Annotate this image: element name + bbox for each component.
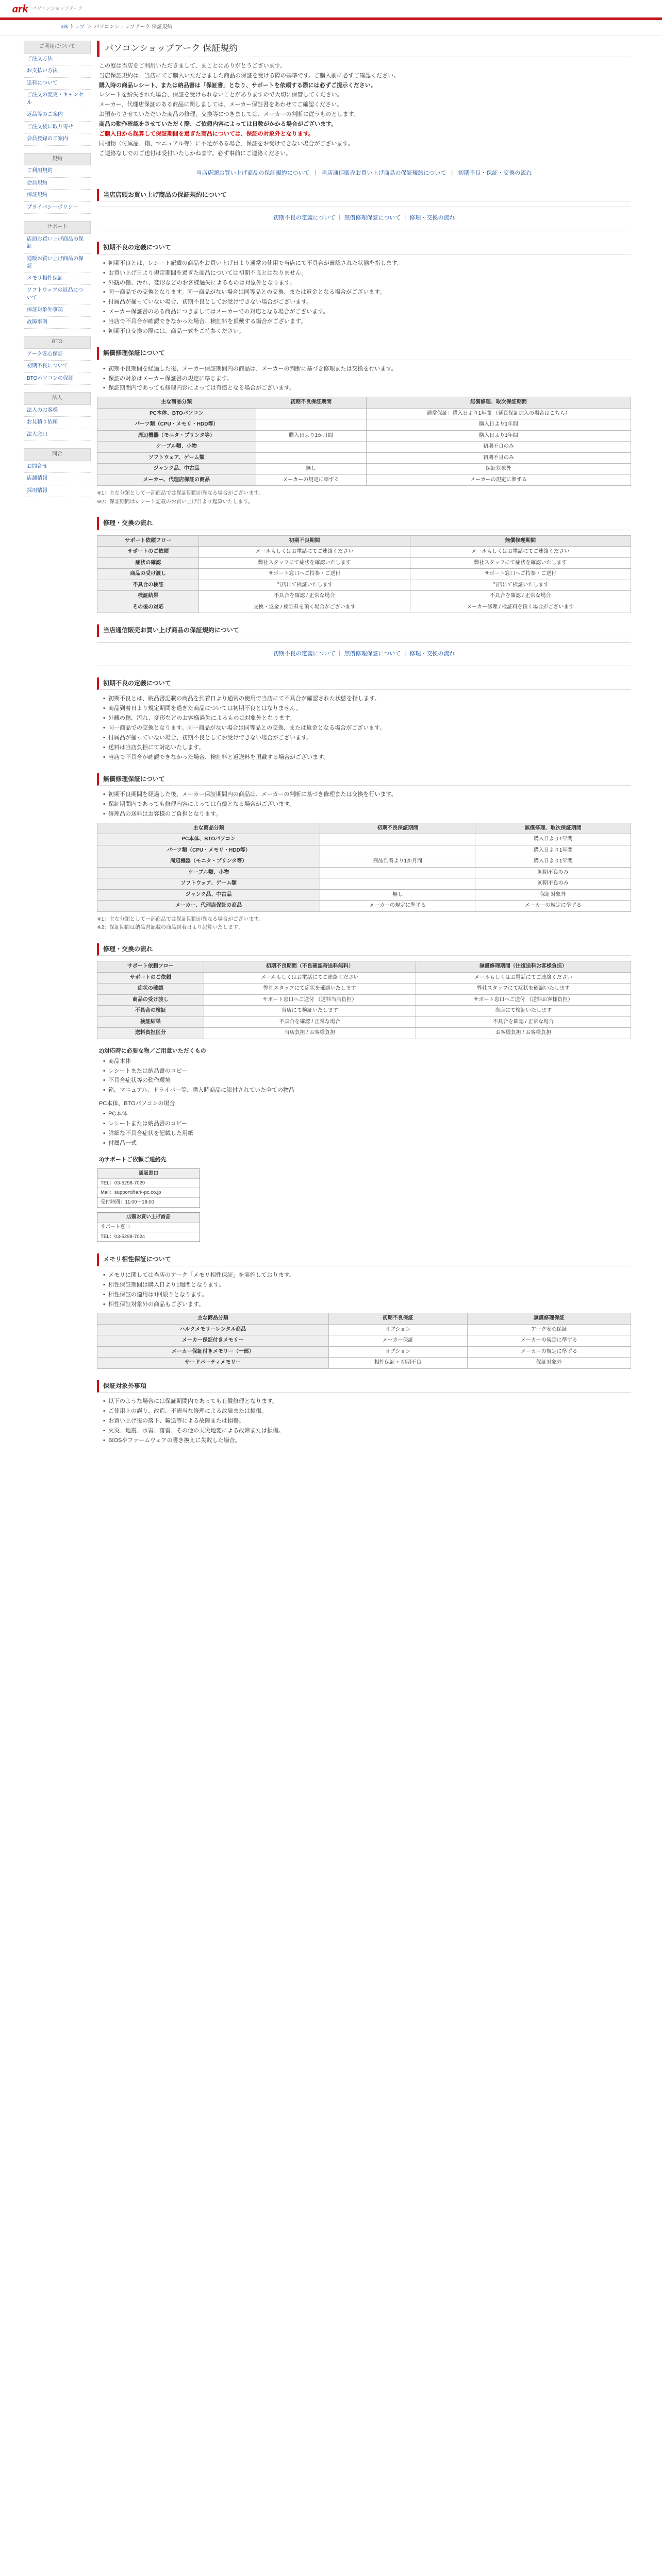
memory-table: [97, 1313, 631, 1369]
breadcrumb-current: パソコンショップアーク 保証規約: [94, 24, 173, 30]
table-cell: サポート窓口へご持参・ご送付: [410, 569, 631, 580]
required-title: 2)対応時に必要な物／ご用意いただくもの: [99, 1047, 206, 1054]
table-cell: 商品の受け渡し: [97, 994, 204, 1006]
anchor-link[interactable]: 修理・交換の流れ: [409, 650, 455, 657]
table-cell: メーカーの規定に準ずる: [475, 901, 631, 912]
table-cell: ケーブル類、小物: [97, 442, 256, 453]
intro-paragraph: お預かりさせていただいた商品の修理、交換等につきましては、メーカーの判断に従うものとします。: [99, 111, 359, 118]
sidebar-link[interactable]: ご注文方法: [24, 54, 91, 66]
table-cell: 送料負担区分: [97, 1028, 204, 1039]
bto-title: PC本体、BTOパソコンの場合: [99, 1100, 175, 1107]
table-header: 無償修理期間（往復送料お客様負担）: [416, 961, 631, 973]
list-item: • 付属品が揃っていない場合、初期不良としてお受けできない場合がございます。: [103, 298, 631, 307]
top-header: [0, 0, 662, 18]
list-item: • 初期不良期間を経過した後、メーカー保証期間内の商品は、メーカーの判断に基づき修理または交換を行います。: [103, 791, 631, 799]
warranty2-list: [103, 791, 631, 819]
table-cell: [256, 452, 366, 464]
table-cell: [256, 408, 366, 419]
table-cell: メールもしくはお電話にてご連絡ください: [416, 972, 631, 984]
sidebar-link[interactable]: 故障事例: [24, 317, 91, 329]
list-item: • 初期不良交換の際には、商品一式をご持参ください。: [103, 328, 631, 336]
table-cell: 不具合の検証: [97, 1006, 204, 1017]
table-cell: 初期不良のみ: [475, 878, 631, 890]
list-item: • お買い上げ日より規定期間を過ぎた商品については初期不良とはなりません。: [103, 269, 631, 278]
table-cell: 購入日より1か月間: [256, 430, 366, 442]
table-cell: オプション: [328, 1346, 467, 1358]
table-row: [97, 1346, 631, 1358]
table-cell: メーカー保証付きメモリー（一部）: [97, 1346, 329, 1358]
table-cell: 無し: [320, 889, 475, 901]
table-cell: メーカー修理 / 検証料を頂く場合がございます: [410, 602, 631, 613]
sidebar-link[interactable]: お問合せ: [24, 461, 91, 473]
sidebar-link[interactable]: お支払い方法: [24, 65, 91, 78]
table-header: 無償修理保証: [467, 1313, 631, 1325]
table-row: [97, 580, 631, 591]
table-cell: PC本体、BTOパソコン: [97, 834, 320, 845]
contact-box-2: [97, 1212, 200, 1242]
table-cell: 交換・返金 / 検証料を頂く場合がございます: [199, 602, 410, 613]
table-cell: 弊社スタッフにて症状を確認いたします: [410, 557, 631, 569]
table-header: 主な商品分類: [97, 823, 320, 834]
section-mail-title: 当店通信販売お買い上げ商品の保証規約について: [97, 624, 631, 637]
list-item: • 相性保証期間は購入日より1週間となります。: [103, 1281, 631, 1290]
section-warranty-title: 無償修理保証について: [97, 347, 631, 360]
list-item: • 初期不良とは、レシート記載の商品をお買い上げ日より通常の使用で当店にて不具合が確認された状態を指します。: [103, 260, 631, 268]
logo-text: ark: [12, 2, 28, 15]
mail-sublinks: [97, 642, 631, 666]
contact-line: Mail：support@ark-pc.co.jp: [97, 1188, 200, 1198]
list-item: • 初期不良とは、納品書記載の商品を到着日より通常の使用で当店にて不具合が確認された状態を指します。: [103, 695, 631, 703]
table-cell: メーカー保証付きメモリー: [97, 1335, 329, 1347]
contact-line: TEL：03-5298-7024: [97, 1232, 200, 1242]
table-cell: 周辺機器（モニタ・プリンタ等）: [97, 430, 256, 442]
table-cell: 症状の確認: [97, 984, 204, 995]
table-cell: メーカー、代理店保証の商品: [97, 474, 256, 486]
list-item: • 以下のような場合には保証期間内であっても有償修理となります。: [103, 1398, 631, 1406]
table-cell: [320, 845, 475, 856]
sidebar-link[interactable]: 初期不良について: [24, 361, 91, 373]
table-cell: 不具合を確認 / 正常な場合: [410, 591, 631, 602]
list-item: • 相性保証対象外の商品もございます。: [103, 1301, 631, 1309]
table-cell: 購入日より1年間: [366, 430, 631, 442]
table-note: ※2：保証期間はレシート記載のお買い上げ日より起算いたします。: [97, 499, 253, 505]
table-cell: [320, 834, 475, 845]
link-separator: ｜: [335, 215, 344, 222]
table-cell: 保証対象外: [475, 889, 631, 901]
warranty-list: [103, 365, 631, 393]
table-row: [97, 474, 631, 486]
link-separator: ｜: [401, 215, 410, 222]
contact-title: 3)サポートご依頼ご連絡先: [99, 1157, 167, 1163]
table-cell: 購入日より1年間: [475, 834, 631, 845]
table-cell: 検証結果: [97, 591, 199, 602]
sidebar-link[interactable]: ご注文の変更・キャンセル: [24, 90, 91, 109]
table-cell: 不具合を確認 / 正常な場合: [204, 1016, 416, 1028]
list-item: • レシートまたは納品書のコピー: [103, 1120, 631, 1128]
list-item: • 送料は当店負担にて対応いたします。: [103, 744, 631, 752]
table-header: 無償修理期間: [410, 535, 631, 547]
table-cell: 周辺機器（モニタ・プリンタ等）: [97, 856, 320, 868]
table-cell: [256, 442, 366, 453]
table-cell: 当店負担 / お客様負担: [204, 1028, 416, 1039]
list-item: • 火災、地震、水害、落雷、その他の天災地変による故障または損傷。: [103, 1427, 631, 1435]
initial-list: [103, 260, 631, 336]
contact-line: 店頭お買い上げ商品: [97, 1213, 200, 1223]
breadcrumb-separator: ＞: [87, 24, 92, 30]
table-row: [97, 452, 631, 464]
table-cell: メーカーの規定に準ずる: [256, 474, 366, 486]
sidebar-category: 規約: [24, 153, 91, 166]
table-row: [97, 845, 631, 856]
list-item: • 保証期間内であっても修理内容によっては有償となる場合がございます。: [103, 384, 631, 393]
table-cell: メーカーの規定に準ずる: [467, 1346, 631, 1358]
list-item: • 商品本体: [103, 1058, 631, 1066]
table-header: 主な商品分類: [97, 1313, 329, 1325]
intro-paragraph: 商品の動作確認をさせていただく際、ご依頼内容によっては日数がかかる場合がございます。: [99, 121, 337, 128]
sidebar-link[interactable]: お見積り依頼: [24, 417, 91, 429]
anchor-link[interactable]: 無償修理保証について: [344, 650, 401, 657]
table-cell: 当店にて検証いたします: [199, 580, 410, 591]
table-cell: ジャンク品、中古品: [97, 464, 256, 475]
table-header: 初期不良保証期間: [320, 823, 475, 834]
intro: [97, 62, 631, 158]
table-header: 初期不良期間（不良確認時送料無料）: [204, 961, 416, 973]
table-cell: 弊社スタッフにて症状を確認いたします: [199, 557, 410, 569]
sidebar-category: 法人: [24, 392, 91, 405]
table-cell: サポート窓口へご送付 （送料お客様負担）: [416, 994, 631, 1006]
table-row: [97, 1335, 631, 1347]
sidebar-link[interactable]: 送料について: [24, 78, 91, 90]
contact-box: [97, 1168, 200, 1208]
intro-paragraph: メーカー、代理店保証のある商品に関しましては、メーカー保証書をあわせてご確認ください。: [99, 101, 343, 108]
table-header: サポート依頼フロー: [97, 535, 199, 547]
table-row: [97, 1358, 631, 1369]
sidebar-link[interactable]: 会員登録のご案内: [24, 133, 91, 146]
warranty2-table: [97, 823, 631, 912]
table-cell: パーツ類（CPU・メモリ・HDD等）: [97, 419, 256, 431]
table-cell: [320, 878, 475, 890]
contact-line: TEL：03-5298-7029: [97, 1179, 200, 1189]
table-note: ※1：主な分類として一部商品では保証期間が異なる場合がございます。: [97, 490, 264, 497]
list-item: • メーカー保証書のある商品につきましてはメーカーでの対応となる場合がございます。: [103, 308, 631, 316]
table-row: [97, 889, 631, 901]
nav-links: [97, 170, 631, 178]
anchor-link[interactable]: 当店店頭お買い上げ商品の保証規約について: [196, 170, 310, 177]
list-item: • PC本体: [103, 1110, 631, 1118]
list-item: • 保証の対象はメーカー保証書の規定に準じます。: [103, 375, 631, 383]
table-row: [97, 1028, 631, 1039]
list-item: • 箱、マニュアル、ドライバー等、購入時商品に添付されていた全ての物品: [103, 1087, 631, 1095]
table-row: [97, 408, 631, 419]
table-cell: パーツ類（CPU・メモリ・HDD等）: [97, 845, 320, 856]
table-row: [97, 602, 631, 613]
list-item: • ご使用上の誤り、改造、不適当な修理による故障または損傷。: [103, 1408, 631, 1416]
link-separator: ｜: [448, 170, 457, 177]
table-row: [97, 419, 631, 431]
sidebar-category: BTO: [24, 336, 91, 349]
table-cell: 症状の確認: [97, 557, 199, 569]
intro-paragraph: ご連絡なしでのご送付は受付いたしかねます。必ず事前にご連絡ください。: [99, 150, 292, 157]
sidebar-link[interactable]: プライバシーポリシー: [24, 202, 91, 214]
table-cell: [256, 419, 366, 431]
sidebar-link[interactable]: 採用情報: [24, 485, 91, 498]
table-cell: [320, 867, 475, 878]
table-row: [97, 984, 631, 995]
sidebar-link[interactable]: 返品等のご案内: [24, 109, 91, 122]
contact-line: 通販窓口: [97, 1169, 200, 1179]
sidebar-category: サポート: [24, 221, 91, 234]
table1-notes: [97, 490, 631, 506]
flow2-table: [97, 961, 631, 1039]
sidebar-link[interactable]: 店頭お買い上げ商品の保証: [24, 234, 91, 253]
table-cell: ソフトウェア、ゲーム類: [97, 878, 320, 890]
table-row: [97, 547, 631, 558]
table-header: 初期不良保証: [328, 1313, 467, 1325]
list-item: • 外観の傷、汚れ、変形などのお客様過失によるものは対象外となります。: [103, 715, 631, 723]
section-initial2-title: 初期不良の定義について: [97, 677, 631, 690]
intro-paragraph: 購入時の商品レシート、または納品書は「保証書」となり、サポートを依頼する際には必ずご提示ください。: [99, 82, 376, 89]
list-item: • 付属品が揃っていない場合、初期不良としてお受けできない場合がございます。: [103, 734, 631, 742]
table-cell: ソフトウェア、ゲーム類: [97, 452, 256, 464]
table-cell: サポート窓口へご送付 （送料当店負担）: [204, 994, 416, 1006]
table-cell: サポートのご依頼: [97, 972, 204, 984]
list-item: • 初期不良期間を経過した後、メーカー保証期間内の商品は、メーカーの判断に基づき修理または交換を行います。: [103, 365, 631, 374]
sidebar-link[interactable]: ご利用規約: [24, 165, 91, 178]
table-row: [97, 430, 631, 442]
sidebar-link[interactable]: ソフトウェアの返品について: [24, 285, 91, 304]
list-item: • 同一商品での交換となります。同一商品がない場合は同等品との交換、または返金となる場合がございます。: [103, 289, 631, 297]
table-row: [97, 569, 631, 580]
contact-line: 受付時間：11:00〜18:00: [97, 1198, 200, 1208]
table-header: 無償修理、取次保証期間: [475, 823, 631, 834]
table-cell: 当店にて検証いたします: [204, 1006, 416, 1017]
logo[interactable]: [12, 1, 28, 17]
table-cell: 弊社スタッフにて症状を確認いたします: [204, 984, 416, 995]
table-cell: 商品の受け渡し: [97, 569, 199, 580]
table-cell: PC本体、BTOパソコン: [97, 408, 256, 419]
table-cell: サードパーティメモリー: [97, 1358, 329, 1369]
section-memory-title: メモリ相性保証について: [97, 1253, 631, 1266]
table-cell: 購入日より1年間: [366, 419, 631, 431]
list-item: • 当店で不具合が確認できなかった場合、検証料を頂戴する場合がございます。: [103, 318, 631, 326]
table-cell: 初期不良のみ: [366, 452, 631, 464]
bto-list: [103, 1110, 631, 1148]
list-item: • お買い上げ後の落下、輸送等による故障または損傷。: [103, 1417, 631, 1426]
sidebar-link[interactable]: 店舗情報: [24, 473, 91, 485]
table-header: 無償修理、取次保証期間: [366, 397, 631, 409]
table-header-row: [97, 535, 631, 547]
table-note: ※1：主な分類として一部商品では保証期間が異なる場合がございます。: [97, 916, 264, 922]
table-cell: メールもしくはお電話にてご連絡ください: [410, 547, 631, 558]
table-row: [97, 867, 631, 878]
anchor-link[interactable]: 初期不良の定義について: [273, 650, 336, 657]
table-cell: 検証結果: [97, 1016, 204, 1028]
anchor-link[interactable]: 初期不良の定義について: [273, 215, 336, 222]
table-cell: サポートのご依頼: [97, 547, 199, 558]
table-cell: 当店にて検証いたします: [416, 1006, 631, 1017]
table-cell: 相性保証 + 初期不良: [328, 1358, 467, 1369]
table-cell: ケーブル類、小物: [97, 867, 320, 878]
table-cell: 不具合の検証: [97, 580, 199, 591]
table-row: [97, 591, 631, 602]
table-header-row: [97, 1313, 631, 1325]
table-cell: メールもしくはお電話にてご連絡ください: [199, 547, 410, 558]
sidebar-link[interactable]: メモリ相性保証: [24, 273, 91, 285]
table-cell: メーカー保証: [328, 1335, 467, 1347]
list-item: • 不具合症状等の動作環境: [103, 1077, 631, 1085]
list-item: • 修理品の送料はお客様のご負担となります。: [103, 810, 631, 819]
table-cell: 不具合を確認 / 正常な場合: [199, 591, 410, 602]
link-separator: ｜: [335, 650, 344, 657]
breadcrumb: [0, 20, 662, 36]
list-item: • レシートまたは納品書のコピー: [103, 1067, 631, 1076]
list-item: • 外観の傷、汚れ、変形などのお客様過失によるものは対象外となります。: [103, 279, 631, 287]
table-row: [97, 464, 631, 475]
list-item: • 保証期間内であっても修理内容によっては有償となる場合がございます。: [103, 801, 631, 809]
sidebar-link[interactable]: 通販お買い上げ商品の保証: [24, 253, 91, 273]
table-header-row: [97, 823, 631, 834]
list-item: • 商品到着日より規定期間を過ぎた商品については初期不良とはなりません。: [103, 705, 631, 713]
anchor-link[interactable]: 初期不良・保証・交換の流れ: [458, 170, 532, 177]
main-content: [97, 41, 631, 1447]
list-item: • 当店で不具合が確認できなかった場合、検証料と返送料を頂戴する場合がございます。: [103, 754, 631, 762]
sidebar-link[interactable]: 法人のお客様: [24, 405, 91, 417]
table-cell: ジャンク品、中古品: [97, 889, 320, 901]
table-cell: オプション: [328, 1324, 467, 1335]
table-cell: 不具合を確認 / 正常な場合: [416, 1016, 631, 1028]
section-exclusion-title: 保証対象外事項: [97, 1380, 631, 1393]
list-item: • BIOSやファームウェアの書き換えに失敗した場合。: [103, 1437, 631, 1445]
table-cell: 弊社スタッフにて症状を確認いたします: [416, 984, 631, 995]
table-cell: お客様負担 / お客様負担: [416, 1028, 631, 1039]
page-title: パソコンショップアーク 保証規約: [97, 41, 631, 57]
table-cell: その後の対応: [97, 602, 199, 613]
table-cell: 購入日より1年間: [475, 845, 631, 856]
table-header-row: [97, 961, 631, 973]
sidebar-link[interactable]: 法人窓口: [24, 429, 91, 442]
table-cell: 無し: [256, 464, 366, 475]
sidebar-link[interactable]: 保証対象外事項: [24, 304, 91, 317]
table-note: ※2：保証期間は納品書記載の商品到着日より起算いたします。: [97, 925, 243, 931]
intro-paragraph: ご購入日から起算して保証期間を過ぎた商品については、保証の対象外となります。: [99, 131, 314, 138]
table-cell: アーク安心保証: [467, 1324, 631, 1335]
section-warranty2-title: 無償修理保証について: [97, 773, 631, 786]
table-cell: 商品到着より1か月間: [320, 856, 475, 868]
table-cell: メーカーの規定に準ずる: [320, 901, 475, 912]
table-row: [97, 1324, 631, 1335]
table-cell: 保証対象外: [366, 464, 631, 475]
contact-line: サポート窓口: [97, 1223, 200, 1232]
breadcrumb-home[interactable]: ark トップ: [61, 24, 85, 30]
warranty-table: [97, 397, 631, 486]
intro-paragraph: 同梱物（付属品、箱、マニュアル等）に不足がある場合、保証をお受けできない場合がございます。: [99, 141, 354, 147]
memory-list: [103, 1272, 631, 1309]
table-header: 初期不良期間: [199, 535, 410, 547]
table-cell: メーカー、代理店保証の商品: [97, 901, 320, 912]
list-item: • 相性保証の適用は1回限りとなります。: [103, 1291, 631, 1299]
table-cell: メーカーの規定に準ずる: [467, 1335, 631, 1347]
table-cell: メールもしくはお電話にてご連絡ください: [204, 972, 416, 984]
link-separator: ｜: [401, 650, 410, 657]
sidebar-link[interactable]: BTOパソコンの保証: [24, 373, 91, 385]
table2-notes: [97, 916, 631, 932]
table-header-row: [97, 397, 631, 409]
store-name: パソコンショップアーク: [32, 5, 83, 11]
table-row: [97, 442, 631, 453]
sidebar: [24, 41, 91, 1447]
table-row: [97, 1006, 631, 1017]
table-cell: 通常保証：購入日より1年間 （延長保証加入の場合はこちら）: [366, 408, 631, 419]
exclusion-list: [103, 1398, 631, 1445]
sidebar-link[interactable]: ご注文後に取り寄せ: [24, 122, 91, 134]
table-row: [97, 901, 631, 912]
table-cell: ハルクメモリーレンタル商品: [97, 1324, 329, 1335]
sidebar-category: 問合: [24, 448, 91, 461]
flow-table: [97, 535, 631, 614]
table-row: [97, 878, 631, 890]
table-cell: 当店にて検証いたします: [410, 580, 631, 591]
table-header: 主な商品分類: [97, 397, 256, 409]
table-cell: 初期不良のみ: [366, 442, 631, 453]
list-item: • 詳細な不具合症状を記載した用紙: [103, 1130, 631, 1138]
table-row: [97, 856, 631, 868]
store-sublinks: [97, 207, 631, 230]
initial2-list: [103, 695, 631, 762]
table-row: [97, 994, 631, 1006]
table-cell: サポート窓口へご持参・ご送付: [199, 569, 410, 580]
table-header: サポート依頼フロー: [97, 961, 204, 973]
link-separator: ｜: [311, 170, 320, 177]
anchor-link[interactable]: 当店通信販売お買い上げ商品の保証規約について: [321, 170, 446, 177]
table-header: 初期不良保証期間: [256, 397, 366, 409]
sidebar-link[interactable]: アーク安心保証: [24, 349, 91, 361]
sidebar-category: ご利用について: [24, 41, 91, 54]
table-cell: 保証対象外: [467, 1358, 631, 1369]
list-item: • メモリに関しては当店のアーク「メモリ相性保証」を実施しております。: [103, 1272, 631, 1280]
section-initial-title: 初期不良の定義について: [97, 242, 631, 254]
sidebar-link[interactable]: 会員規約: [24, 178, 91, 190]
intro-paragraph: 当店保証規約は、当店にてご購入いただきました商品の保証を受ける際の基準です。ご購入前に必ずご確認ください。: [99, 72, 400, 79]
list-item: • 付属品一式: [103, 1140, 631, 1148]
section-flow2-title: 修理・交換の流れ: [97, 943, 631, 956]
table-cell: 初期不良のみ: [475, 867, 631, 878]
intro-paragraph: レシートを紛失された場合、保証を受けられないことがありますので大切に保管してください。: [99, 92, 343, 98]
intro-paragraph: この度は当店をご利用いただきまして、まことにありがとうございます。: [99, 62, 286, 69]
section-flow-title: 修理・交換の流れ: [97, 517, 631, 530]
sidebar-link[interactable]: 保証規約: [24, 190, 91, 202]
table-cell: メーカーの規定に準ずる: [366, 474, 631, 486]
anchor-link[interactable]: 修理・交換の流れ: [409, 215, 455, 222]
required-list: [103, 1058, 631, 1095]
section-store-title: 当店店頭お買い上げ商品の保証規約について: [97, 189, 631, 201]
table-cell: 購入日より1年間: [475, 856, 631, 868]
table-row: [97, 972, 631, 984]
table-row: [97, 834, 631, 845]
anchor-link[interactable]: 無償修理保証について: [344, 215, 401, 222]
list-item: • 同一商品での交換となります。同一商品がない場合は同等品との交換、または返金となる場合がございます。: [103, 724, 631, 733]
table-row: [97, 557, 631, 569]
table-row: [97, 1016, 631, 1028]
